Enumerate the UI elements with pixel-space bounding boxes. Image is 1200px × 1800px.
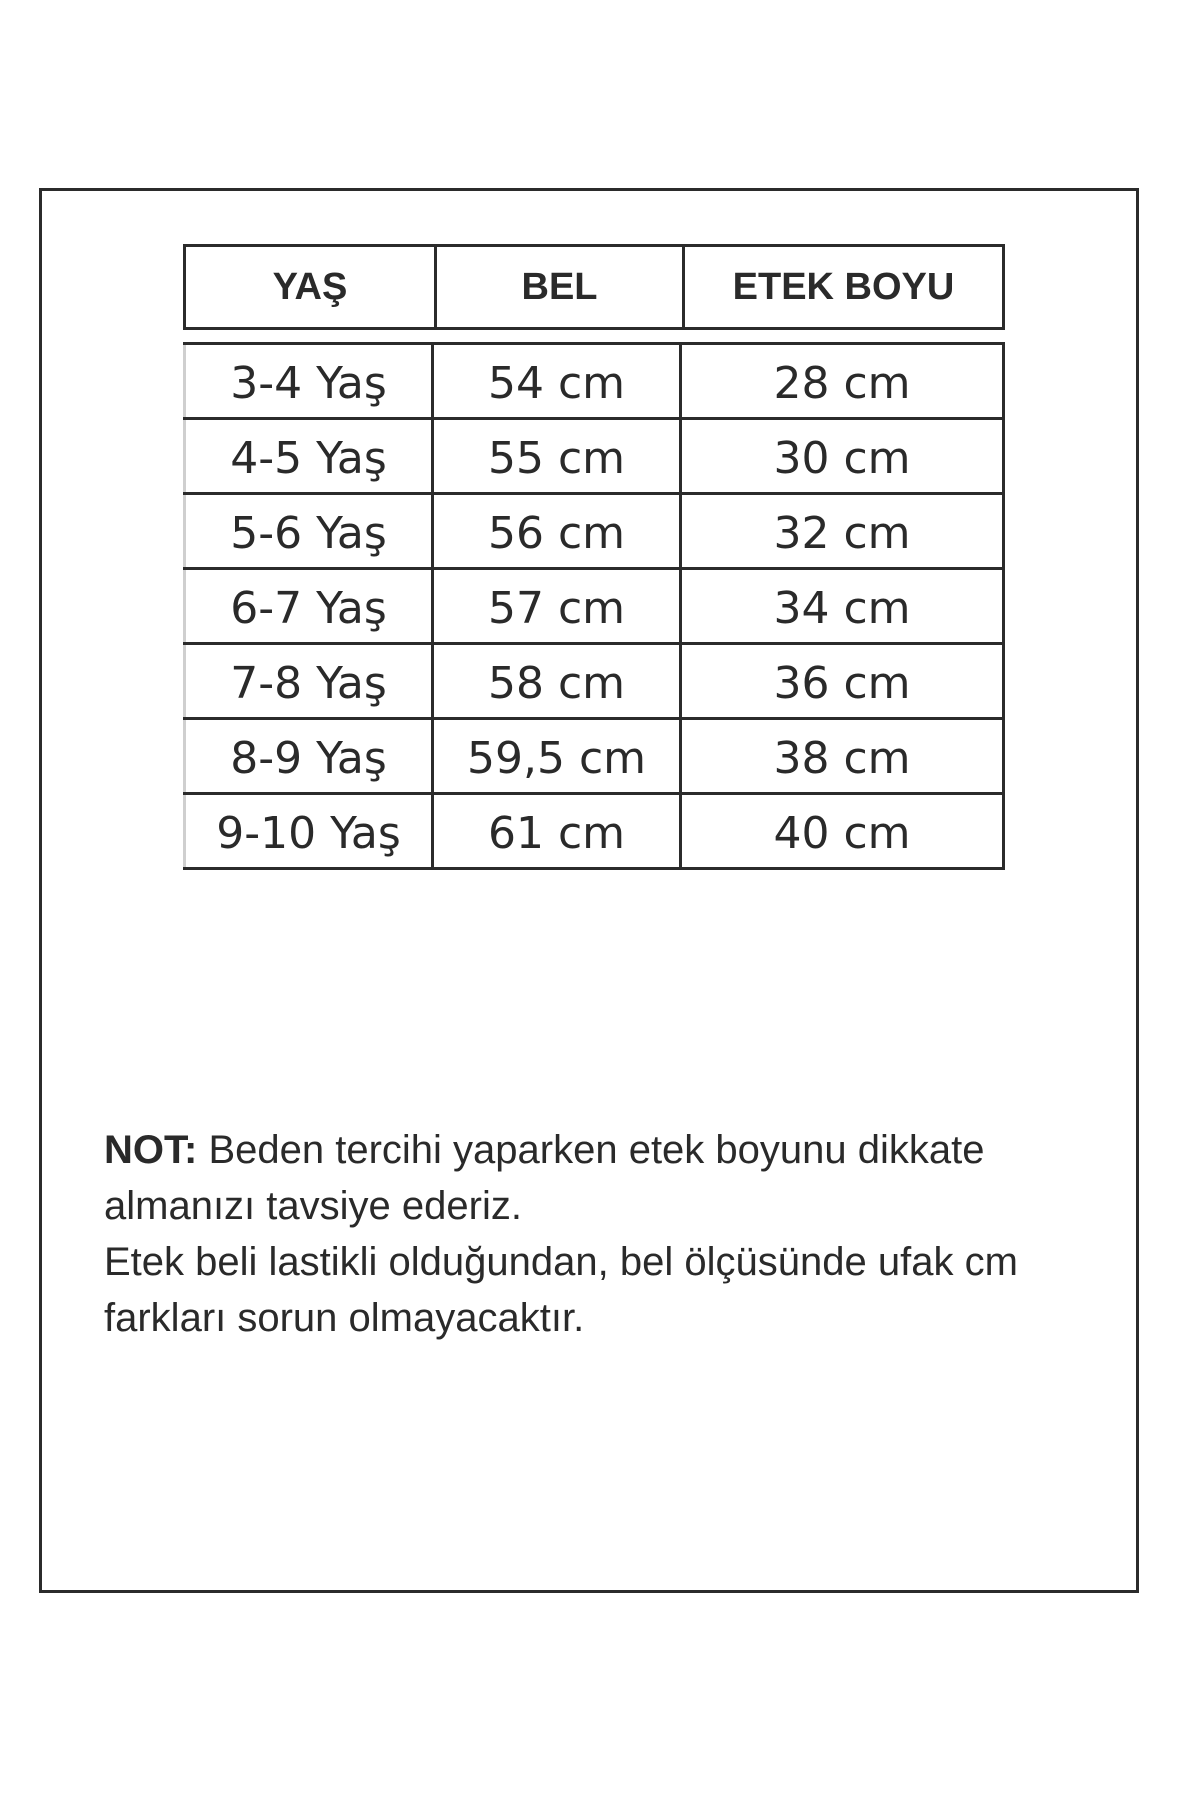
age-cell: 9-10 Yaş	[183, 795, 434, 867]
table-row	[183, 420, 1002, 495]
age-cell: 8-9 Yaş	[183, 720, 434, 792]
waist-cell: 57 cm	[434, 570, 682, 642]
skirt-length-cell: 40 cm	[773, 807, 911, 859]
skirt-length-cell: 34 cm	[773, 582, 911, 634]
skirt-length-cell: 30 cm	[773, 432, 911, 484]
header-age: YAŞ	[186, 247, 437, 327]
header-skirt-length: ETEK BOYU	[732, 265, 955, 308]
table-row	[183, 345, 1002, 420]
waist-cell: 61 cm	[434, 795, 682, 867]
size-note	[104, 1122, 1114, 1346]
skirt-length-cell: 28 cm	[773, 357, 911, 409]
age-cell: 6-7 Yaş	[183, 570, 434, 642]
table-row	[183, 645, 1002, 720]
note-paragraph-1	[104, 1122, 1114, 1234]
header-waist: BEL	[437, 247, 685, 327]
skirt-length-cell: 38 cm	[773, 732, 911, 784]
table-row	[183, 795, 1002, 870]
note-text-1: Beden tercihi yaparken etek boyunu dikkate almanızı tavsiye ederiz.	[104, 1128, 985, 1228]
table-row	[183, 495, 1002, 570]
waist-cell: 58 cm	[434, 645, 682, 717]
size-table-body	[183, 342, 1005, 870]
skirt-length-cell: 32 cm	[773, 507, 911, 559]
note-paragraph-2: Etek beli lastikli olduğundan, bel ölçüsünde ufak cm farkları sorun olmayacaktır.	[104, 1240, 1018, 1340]
waist-cell: 54 cm	[434, 345, 682, 417]
age-cell: 5-6 Yaş	[183, 495, 434, 567]
age-cell: 7-8 Yaş	[183, 645, 434, 717]
waist-cell: 56 cm	[434, 495, 682, 567]
waist-cell: 55 cm	[434, 420, 682, 492]
skirt-length-cell: 36 cm	[773, 657, 911, 709]
size-table-header	[183, 244, 1005, 330]
table-row	[183, 720, 1002, 795]
table-row	[183, 570, 1002, 645]
note-label: NOT:	[104, 1128, 198, 1172]
waist-cell: 59,5 cm	[434, 720, 682, 792]
age-cell: 3-4 Yaş	[183, 345, 434, 417]
age-cell: 4-5 Yaş	[183, 420, 434, 492]
